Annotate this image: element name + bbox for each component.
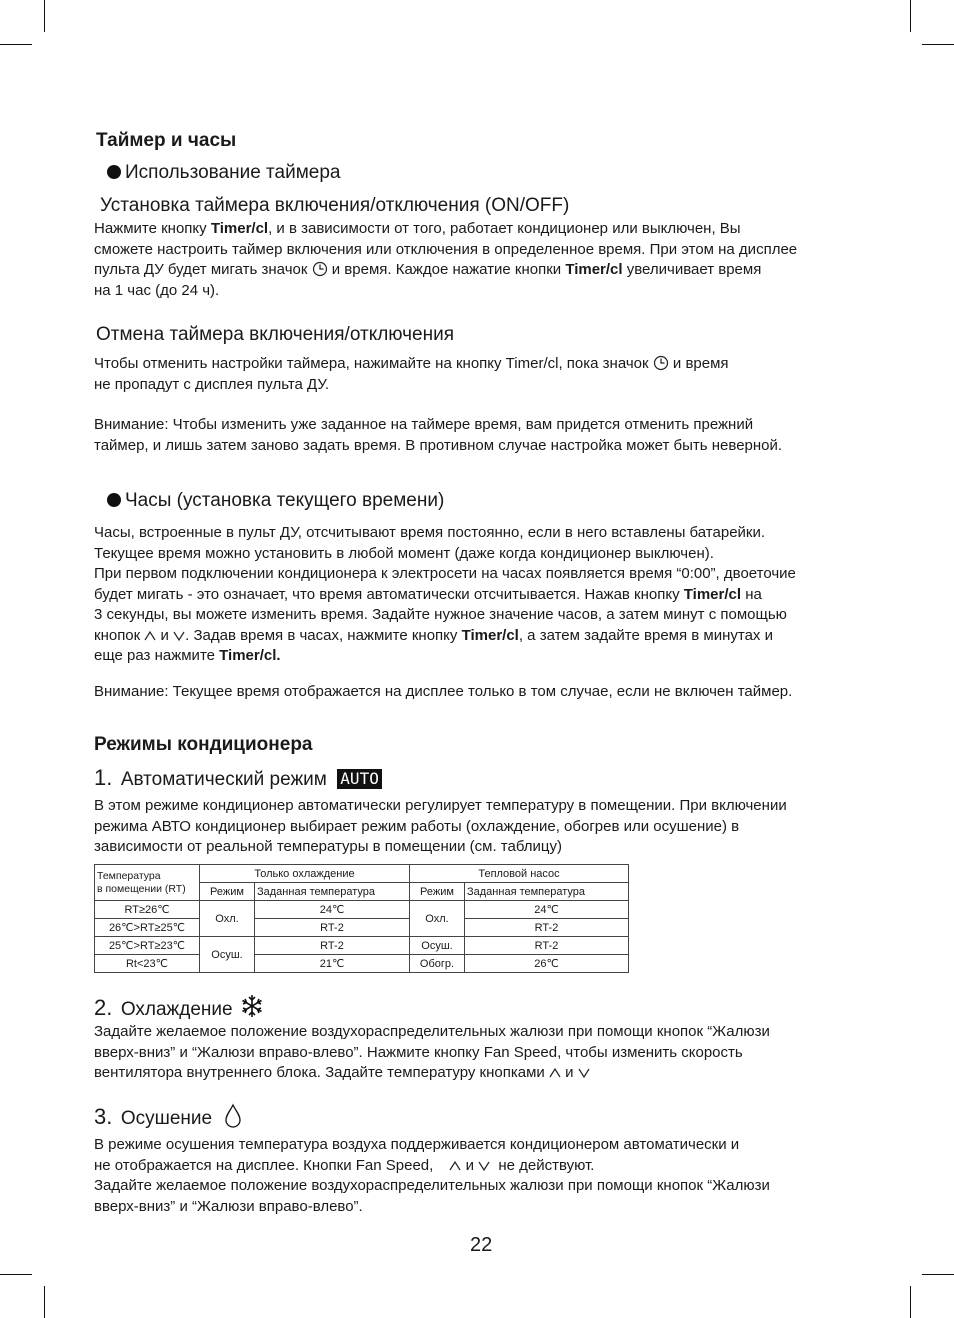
clock-icon <box>653 355 669 371</box>
crop-mark <box>922 1274 954 1275</box>
table-row: 25℃>RT≥23℃ Осуш. RT-2 Осуш. RT-2 <box>95 937 629 955</box>
clock-heading: Часы (установка текущего времени) <box>107 490 444 512</box>
arrow-up-icon <box>549 1067 561 1079</box>
mode-dry-heading: 3. Осушение <box>94 1103 243 1130</box>
cancel-timer-paragraph: Чтобы отменить настройки таймера, нажимайте на кнопку Timer/cl, пока значок и время не пропадут с дисплея пульта ДУ. <box>94 355 729 393</box>
mode-auto-paragraph: В этом режиме кондиционер автоматически регулирует температуру в помещении. При включении режима АВТО кондиционер выбирает режим работы (охлаждение, обогрев или осушение) в зависимости от реальной температуры в помещении (см. таблицу) <box>94 797 787 855</box>
mode-cooling-heading: 2. Охлаждение <box>94 993 265 1021</box>
table-header-cooling-only: Только охлаждение <box>200 865 410 883</box>
crop-mark <box>44 0 45 32</box>
crop-mark <box>922 44 954 45</box>
water-drop-icon <box>223 1103 243 1129</box>
arrow-down-icon <box>578 1067 590 1079</box>
table-row: 26℃>RT≥25℃ RT-2 RT-2 <box>95 919 629 937</box>
arrow-up-icon <box>449 1160 461 1172</box>
table-header-room-temp: Температура в помещении (RT) <box>95 865 200 901</box>
clock-icon <box>312 261 328 277</box>
table-header-mode: Режим <box>410 883 465 901</box>
clock-paragraph: Часы, встроенные в пульт ДУ, отсчитывают время постоянно, если в него вставлены батарейки. Текущее время можно установить в любой момент (даже когда кондиционер выключен). При первом подключении кондиционера к электросети на часах появляется время “0:00”, двоеточие будет мигать - это означает, что время автоматически отсчитывается. Нажав кнопку Timer/cl на 3 секунды, вы можете изменить время. Задайте нужное значение часов, а затем минут с помощью кнопок и . Задав время в часах, нажмите кнопку Timer/cl, а затем задайте время в минутах и еще раз нажмите Timer/cl. <box>94 524 796 664</box>
cancel-timer-heading: Отмена таймера включения/отключения <box>96 324 454 345</box>
table-row: RT≥26℃ Охл. 24℃ Охл. 24℃ <box>95 901 629 919</box>
mode-cooling-paragraph: Задайте желаемое положение воздухораспределительных жалюзи при помощи кнопок “Жалюзи вверх-вниз” и “Жалюзи вправо-влево”. Нажмите кнопку Fan Speed, чтобы изменить скорость вентилятора внутреннего блока. Задайте температуру кнопками и <box>94 1023 770 1081</box>
page-number: 22 <box>470 1234 493 1256</box>
table-header-set-temp: Заданная температура <box>255 883 410 901</box>
mode-auto-heading: 1. Автоматический режим AUTO <box>94 765 382 791</box>
attention-clock: Внимание: Текущее время отображается на дисплее только в том случае, если не включен таймер. <box>94 683 793 700</box>
bullet-icon <box>107 165 121 179</box>
use-timer-heading: Использование таймера <box>107 162 340 184</box>
section-title-modes: Режимы кондиционера <box>94 734 313 755</box>
arrow-down-icon <box>478 1160 490 1172</box>
set-timer-paragraph: Нажмите кнопку Timer/cl, и в зависимости от того, работает кондиционер или выключен, Вы сможете настроить таймер включения или отключения в определенное время. При этом на дисплее пульта ДУ будет мигать значок и время. Каждое нажатие кнопки Timer/cl увеличивает время на 1 час (до 24 ч). <box>94 220 798 299</box>
table-row: Rt<23℃ 21℃ Обогр. 26℃ <box>95 955 629 973</box>
set-timer-heading: Установка таймера включения/отключения (ON/OFF) <box>100 195 570 216</box>
section-title-timer: Таймер и часы <box>96 130 237 151</box>
bullet-icon <box>107 493 121 507</box>
table-header-heat-pump: Тепловой насос <box>410 865 629 883</box>
crop-mark <box>0 44 32 45</box>
snowflake-icon <box>239 993 265 1019</box>
crop-mark <box>44 1286 45 1318</box>
table-header-mode: Режим <box>200 883 255 901</box>
crop-mark <box>910 1286 911 1318</box>
auto-icon: AUTO <box>337 769 382 789</box>
arrow-up-icon <box>144 630 156 642</box>
arrow-down-icon <box>173 630 185 642</box>
crop-mark <box>0 1274 32 1275</box>
table-header-set-temp: Заданная температура <box>465 883 629 901</box>
mode-dry-paragraph: В режиме осушения температура воздуха поддерживается кондиционером автоматически и не отображается на дисплее. Кнопки Fan Speed, и не действуют. Задайте желаемое положение воздухораспределительных жалюзи при помощи кнопок “Жалюзи вверх-вниз” и “Жалюзи вправо-влево”. <box>94 1136 770 1215</box>
crop-mark <box>910 0 911 32</box>
attention-timer: Внимание: Чтобы изменить уже заданное на таймере время, вам придется отменить прежний таймер, и лишь затем заново задать время. В противном случае настройка может быть неверной. <box>94 416 783 454</box>
auto-mode-table <box>94 864 629 973</box>
